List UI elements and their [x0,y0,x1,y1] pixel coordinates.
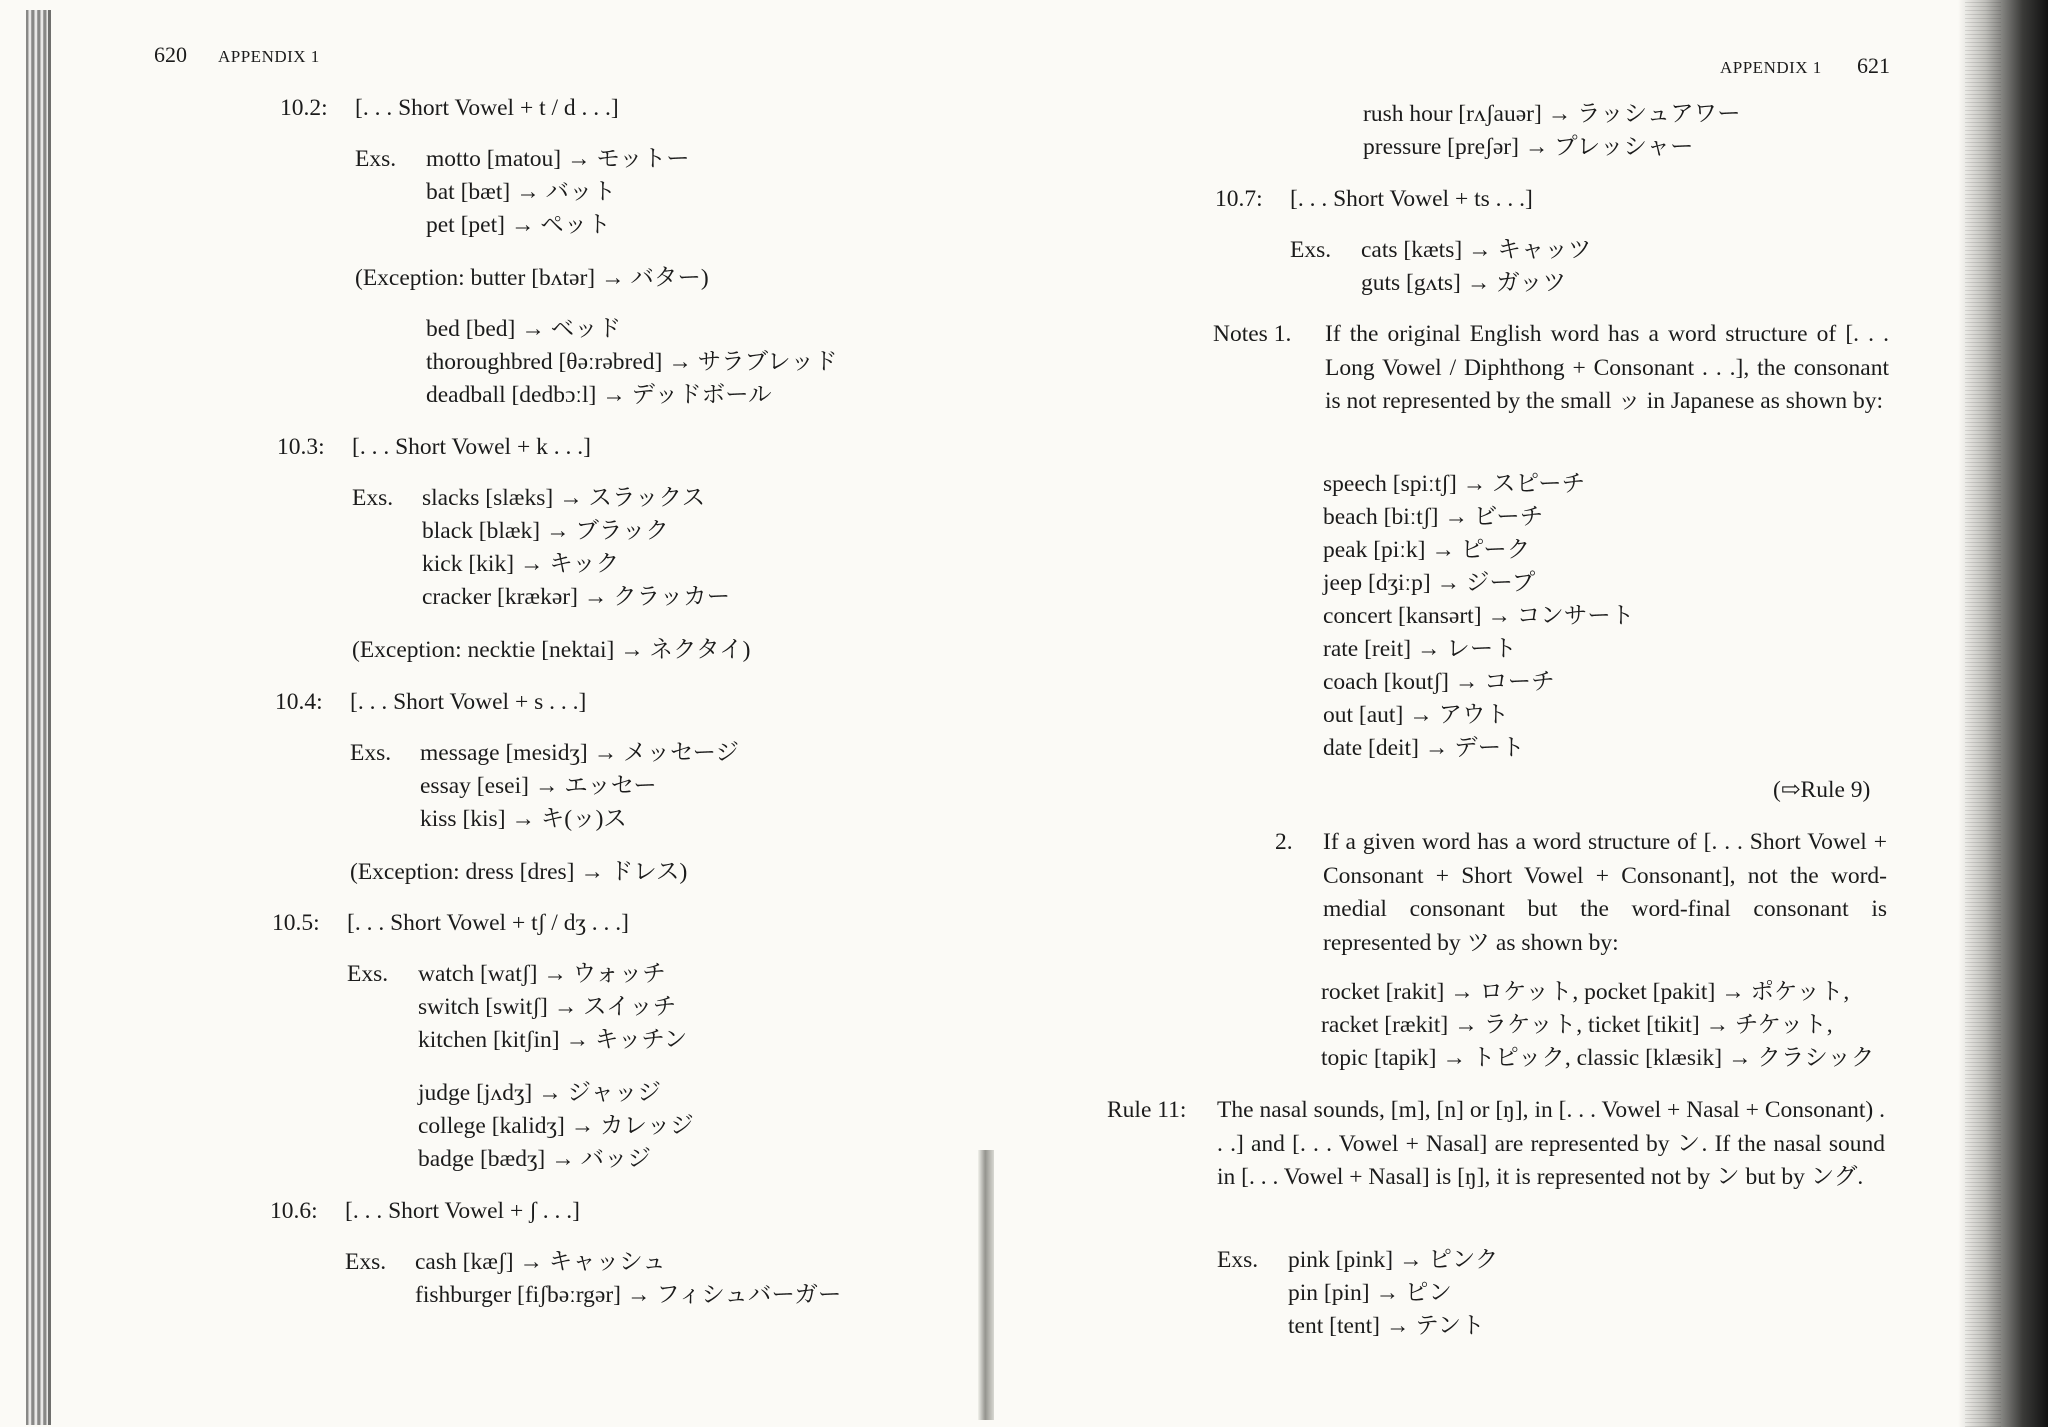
example-line: speech [spiːtʃ] → スピーチ [1323,471,1586,497]
right-page [995,0,1960,1427]
example-line: bed [bed] → ベッド [426,316,622,342]
example-line: thoroughbred [θəːrəbred] → サラブレッド [426,349,838,375]
example-line: college [kalidʒ] → カレッジ [418,1113,694,1139]
example-line: out [aut] → アウト [1323,702,1510,728]
example-line: pet [pet] → ペット [426,212,611,238]
rule-heading: [. . . Short Vowel + t / d . . .] [355,95,619,121]
example-line: deadball [dedbɔːl] → デッドボール [426,382,772,408]
example-line: cash [kæʃ] → キャッシュ [415,1249,666,1275]
rule-label: 10.2: [280,95,328,121]
rule-label: 10.6: [270,1198,318,1224]
example-line: topic [tapik] → トピック, classic [klæsik] → クラシック [1321,1045,1875,1071]
example-line: message [mesidʒ] → メッセージ [420,740,740,766]
right-page-number: 621 [1857,53,1890,78]
rule-heading: [. . . Short Vowel + ʃ . . .] [345,1198,580,1224]
right-running-head: APPENDIX 1 [1720,58,1822,77]
example-line: rate [reit] → レート [1323,636,1517,662]
rule-label: 10.3: [277,434,325,460]
notes-label: Notes 1. [1213,321,1292,347]
rule-heading: [. . . Short Vowel + tʃ / dʒ . . .] [347,910,629,936]
note-paragraph: If a given word has a word structure of [. . . Short Vowel + Consonant + Short Vowel + Consonant], not the word-medial consonant but the word-final consonant is represented by ツ as shown by: [1323,829,1887,956]
example-line: essay [esei] → エッセー [420,773,657,799]
examples-label: Exs. [355,146,397,172]
example-line: concert [kansərt] → コンサート [1323,603,1635,629]
example-line: kick [kik] → キック [422,551,620,577]
example-line: badge [bædʒ] → バッジ [418,1146,651,1172]
example-line: switch [switʃ] → スイッチ [418,994,677,1020]
example-line: judge [jʌdʒ] → ジャッジ [418,1080,661,1106]
example-line: pressure [preʃər] → プレッシャー [1363,134,1694,160]
example-line: cats [kæts] → キャッツ [1361,237,1592,263]
example-line: tent [tent] → テント [1288,1313,1485,1339]
example-line: coach [koutʃ] → コーチ [1323,669,1555,695]
example-line: date [deit] → デート [1323,735,1525,761]
examples-label: Exs. [1290,237,1332,263]
example-line: pink [pink] → ピンク [1288,1247,1499,1273]
example-line: kitchen [kitʃin] → キッチン [418,1027,688,1053]
rule-label: Rule 11: [1107,1097,1187,1123]
examples-label: Exs. [345,1249,387,1275]
rule-paragraph: The nasal sounds, [m], [n] or [ŋ], in [. . . Vowel + Nasal + Consonant) . . .] and [. . . Vowel + Nasal] are represented by ン. If the nasal sound in [. . . Vowel + Nasal] is [ŋ], it is represented not by ン but by ング. [1217,1097,1885,1190]
example-line: pin [pin] → ピン [1288,1280,1452,1306]
examples-label: Exs. [1217,1247,1259,1273]
exception-note: (Exception: dress [dres] → ドレス) [350,859,688,885]
example-line: jeep [dʒiːp] → ジープ [1323,570,1536,596]
rule-label: 10.7: [1215,186,1263,212]
example-line: slacks [slæks] → スラックス [422,485,706,511]
example-line: guts [gʌts] → ガッツ [1361,270,1567,296]
example-line: rush hour [rʌʃauər] → ラッシュアワー [1363,101,1741,127]
example-line: rocket [rakit] → ロケット, pocket [pakit] → ポケット, [1321,979,1850,1005]
rule-label: 10.5: [272,910,320,936]
note-number: 2. [1275,829,1293,855]
center-gutter-shadow [978,1150,994,1420]
rule-heading: [. . . Short Vowel + k . . .] [352,434,591,460]
example-line: watch [watʃ] → ウォッチ [418,961,666,987]
left-page [0,0,980,1427]
example-line: racket [rækit] → ラケット, ticket [tikit] → チケット, [1321,1012,1833,1038]
rule-label: 10.4: [275,689,323,715]
left-running-head: APPENDIX 1 [218,47,320,66]
examples-label: Exs. [347,961,389,987]
example-line: beach [biːtʃ] → ビーチ [1323,504,1544,530]
examples-label: Exs. [350,740,392,766]
rule-heading: [. . . Short Vowel + s . . .] [350,689,587,715]
cross-reference: (⇨Rule 9) [1773,777,1871,803]
rule-heading: [. . . Short Vowel + ts . . .] [1290,186,1533,212]
example-line: motto [matou] → モットー [426,146,690,172]
exception-note: (Exception: necktie [nektai] → ネクタイ) [352,637,751,663]
note-paragraph: If the original English word has a word structure of [. . . Long Vowel / Diphthong + Consonant . . .], the consonant is not represented by the small ッ in Japanese as shown by: [1325,321,1889,414]
left-page-number: 620 [154,42,187,67]
example-line: kiss [kis] → キ(ッ)ス [420,806,627,832]
example-line: black [blæk] → ブラック [422,518,669,544]
exception-note: (Exception: butter [bʌtər] → バター) [355,265,709,291]
example-line: fishburger [fiʃbəːrgər] → フィシュバーガー [415,1282,842,1308]
right-page-edge-grain [1965,0,2001,1427]
example-line: peak [piːk] → ピーク [1323,537,1531,563]
example-line: bat [bæt] → バット [426,179,616,205]
examples-label: Exs. [352,485,394,511]
example-line: cracker [krækər] → クラッカー [422,584,731,610]
